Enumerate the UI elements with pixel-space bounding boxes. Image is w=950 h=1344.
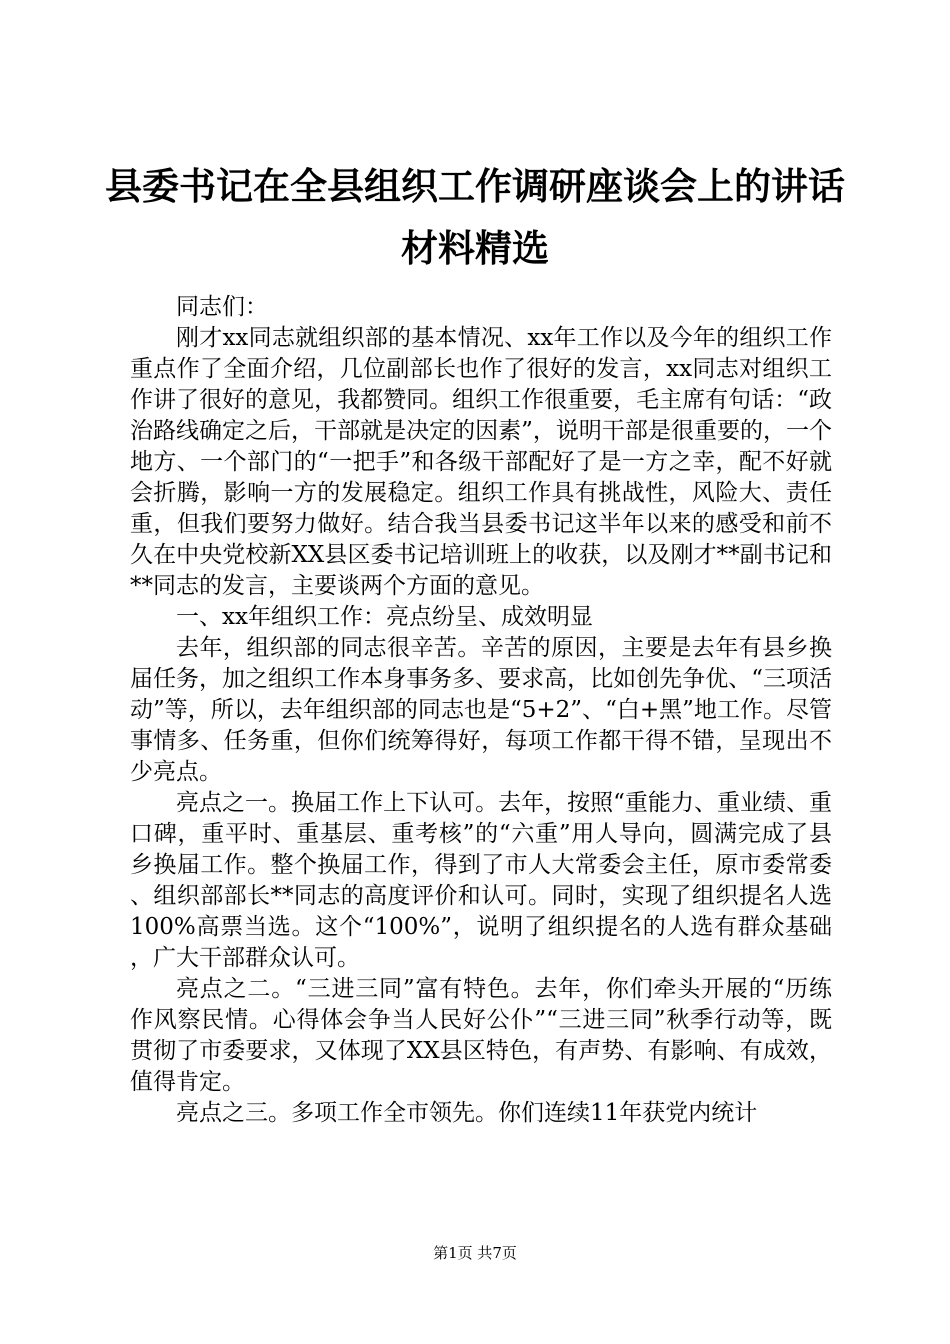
- document-title-line-1: 县委书记在全县组织工作调研座谈会上的讲话: [105, 164, 845, 208]
- paragraph-highlight-two: 亮点之二。“三进三同”富有特色。去年，你们牵头开展的“历练作风察民情。心得体会争当人民好公仆”“三进三同”秋季行动等，既贯彻了市委要求，又体现了XX县区特色，有声势、有影响、有成效，值得肯定。: [130, 976, 832, 1095]
- paragraph-highlight-three: 亮点之三。多项工作全市领先。你们连续11年获党内统计: [176, 1100, 758, 1126]
- document-title-line-2: 材料精选: [401, 226, 549, 270]
- paragraph-last-year-work: 去年，组织部的同志很辛苦。辛苦的原因，主要是去年有县乡换届任务，加之组织工作本身事务多、要求高，比如创先争优、“三项活动”等，所以，去年组织部的同志也是“5+2”、“白+黑”地工作。尽管事情多、任务重，但你们统筹得好，每项工作都干得不错，呈现出不少亮点。: [130, 635, 832, 785]
- paragraph-highlight-one: 亮点之一。换届工作上下认可。去年，按照“重能力、重业绩、重口碑，重平时、重基层、重考核”的“六重”用人导向，圆满完成了县乡换届工作。整个换届工作，得到了市人大常委会主任，原市委常委、组织部部长**同志的高度评价和认可。同时，实现了组织提名人选100%高票当选。这个“100%”，说明了组织提名的人选有群众基础，广大干部群众认可。: [130, 790, 832, 971]
- paragraph-introduction: 刚才xx同志就组织部的基本情况、xx年工作以及今年的组织工作重点作了全面介绍，几位副部长也作了很好的发言，xx同志对组织工作讲了很好的意见，我都赞同。组织工作很重要，毛主席有句话：“政治路线确定之后，干部就是决定的因素”，说明干部是很重要的，一个地方、一个部门的“一把手”和各级干部配好了是一方之幸，配不好就会折腾，影响一方的发展稳定。组织工作具有挑战性，风险大、责任重，但我们要努力做好。结合我当县委书记这半年以来的感受和前不久在中央党校新XX县区委书记培训班上的收获，以及刚才**副书记和**同志的发言，主要谈两个方面的意见。: [130, 325, 832, 599]
- paragraph-salutation: 同志们：: [176, 294, 268, 320]
- page-number-footer: 第1页 共7页: [433, 1244, 517, 1262]
- section-heading-one: 一、xx年组织工作：亮点纷呈、成效明显: [176, 604, 593, 630]
- document-body: [130, 292, 832, 1129]
